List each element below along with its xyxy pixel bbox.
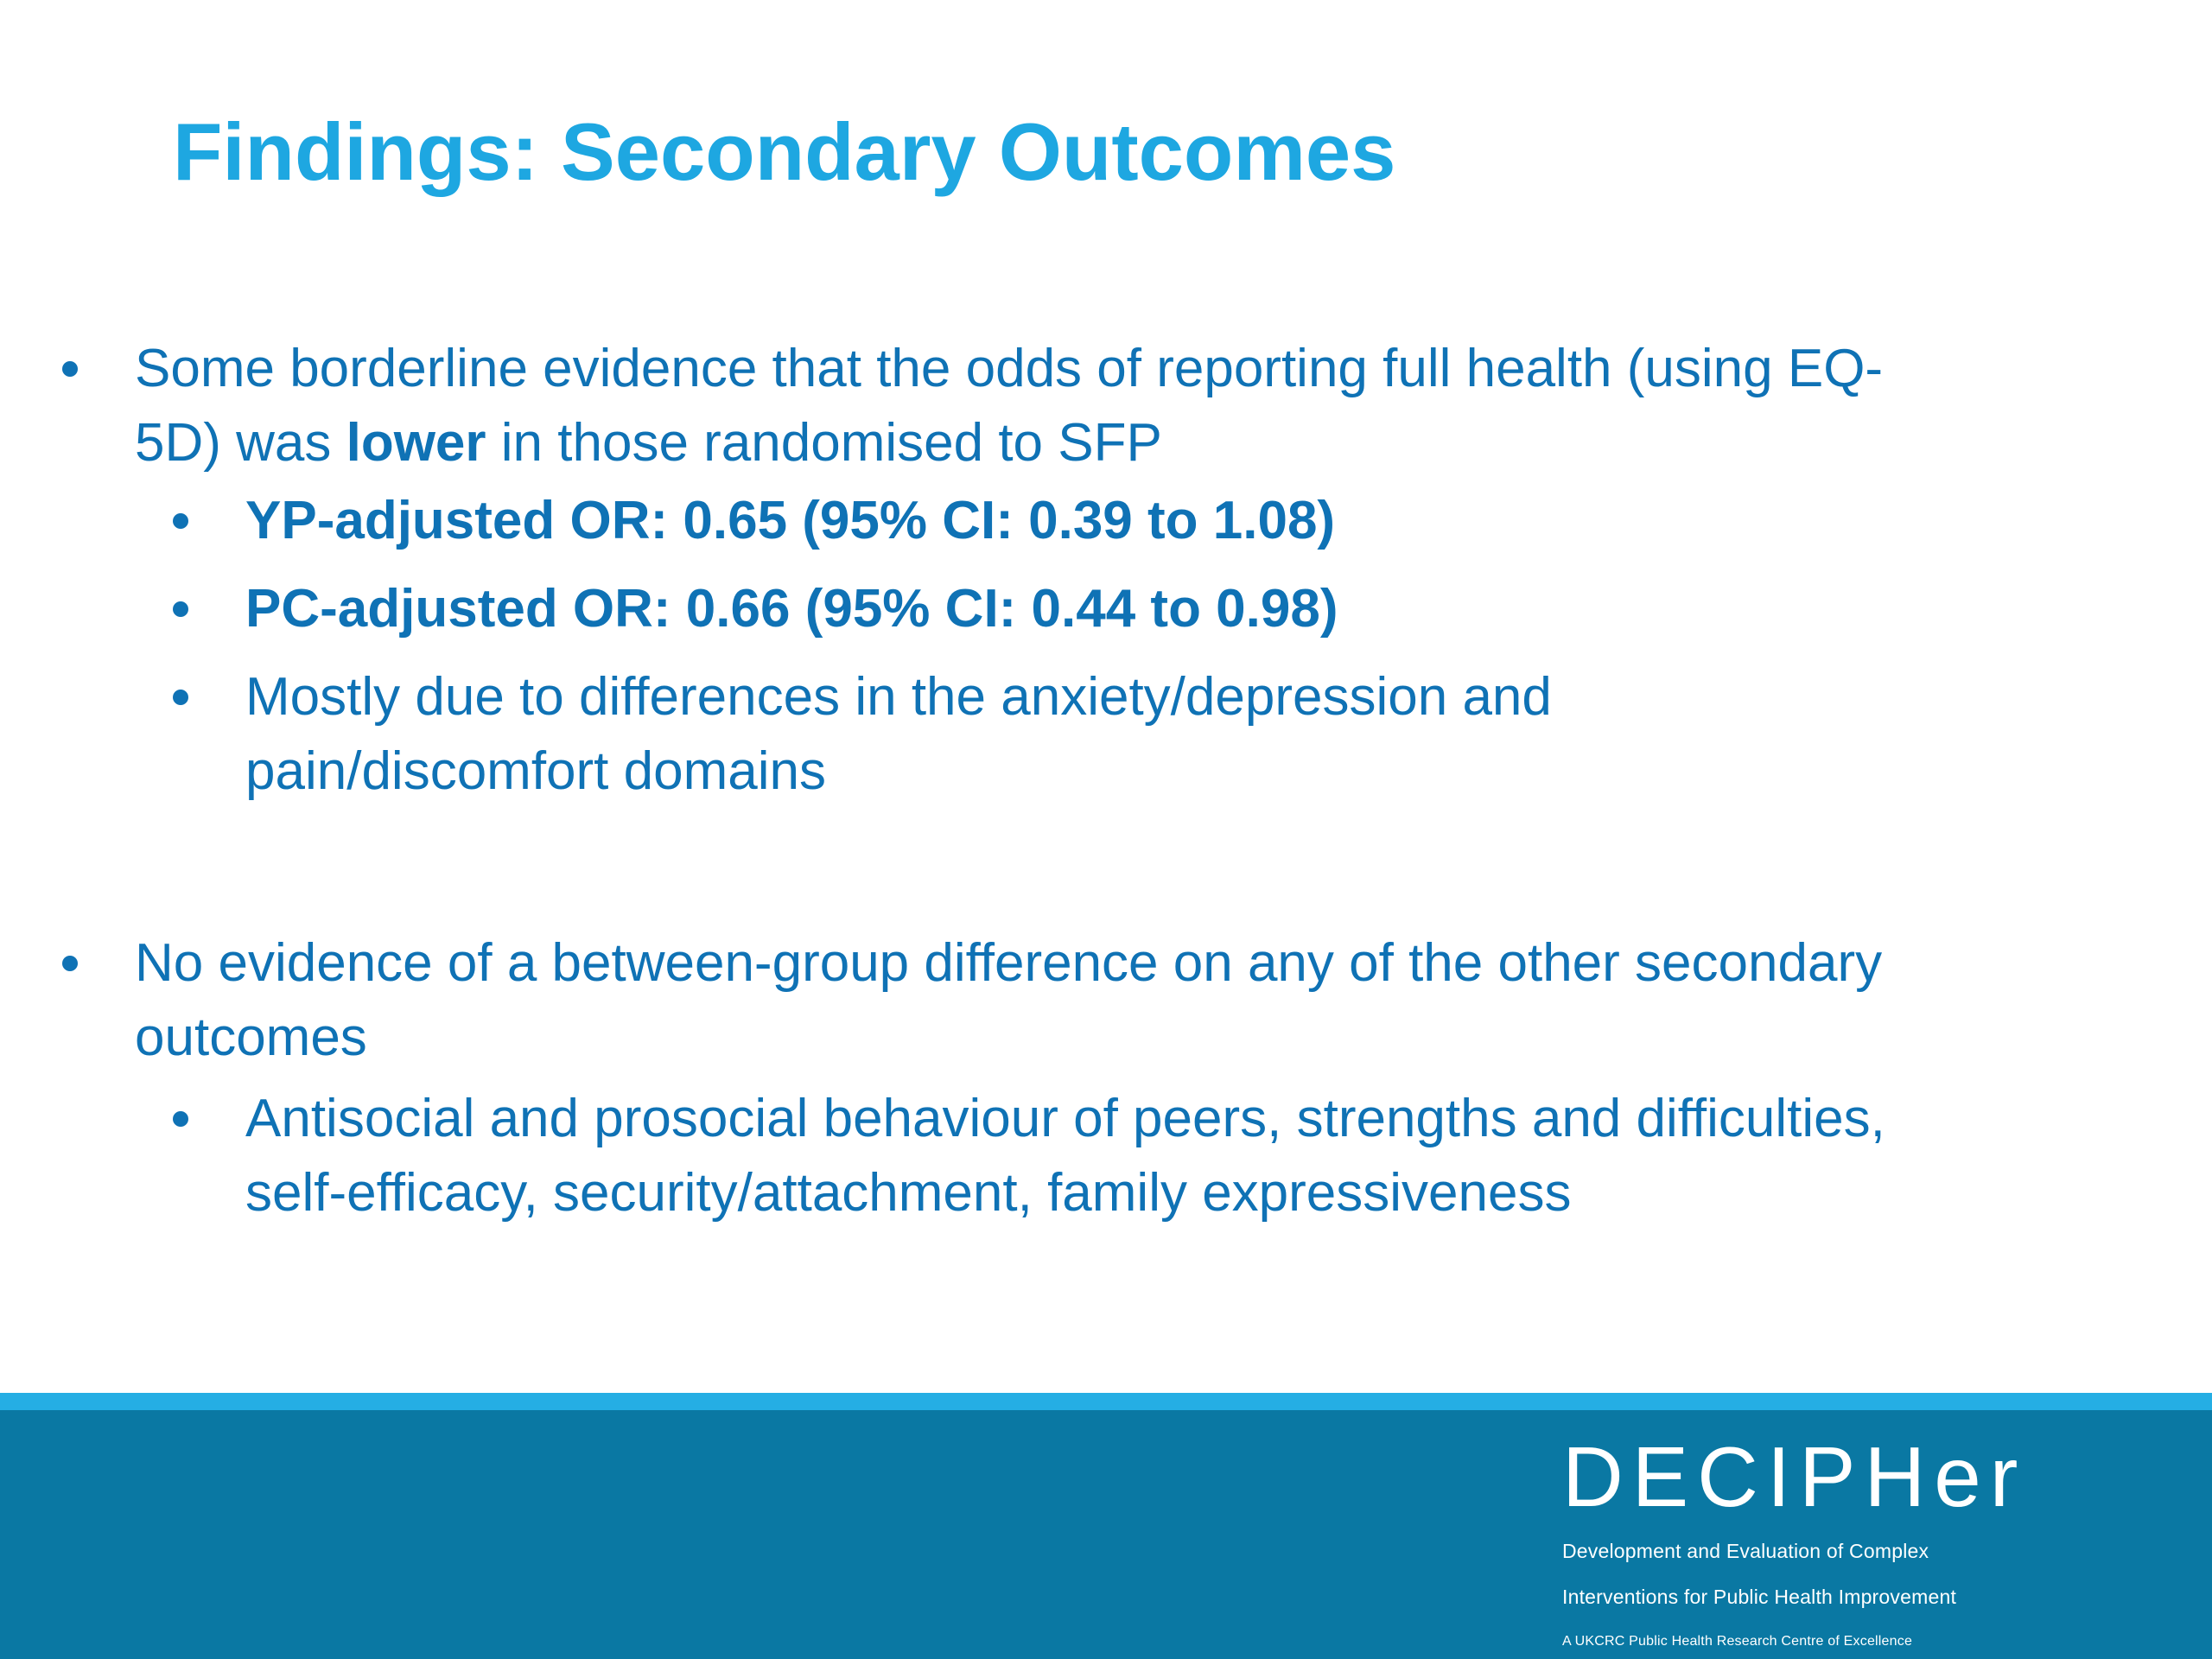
bullet-dot-icon xyxy=(173,601,188,617)
bullet-text xyxy=(135,332,2053,480)
logo-wordmark: DECIPHer xyxy=(1562,1429,2027,1524)
sub-bullet-text: YP-adjusted OR: 0.65 (95% CI: 0.39 to 1.08) xyxy=(245,491,1336,550)
sub-bullet-item xyxy=(245,484,1974,558)
sub-bullet-text-line: Antisocial and prosocial behaviour of peers, strengths and difficulties, xyxy=(245,1089,1885,1148)
sub-bullet-text-line: self-efficacy, security/attachment, family expressiveness xyxy=(245,1163,1572,1223)
bullet-item xyxy=(135,926,2053,1075)
logo-tagline-3: A UKCRC Public Health Research Centre of Excellence xyxy=(1562,1634,1913,1649)
bullet-text-emphasis: lower xyxy=(346,413,486,473)
bullet-text-line: Some borderline evidence that the odds of reporting full health (using EQ- xyxy=(135,339,1884,398)
sub-bullet-item xyxy=(245,572,1974,646)
bullet-text-line: No evidence of a between-group difference on any of the other secondary xyxy=(135,933,1883,993)
bullet-item xyxy=(135,332,2053,480)
sub-bullet-text-line: Mostly due to differences in the anxiety/depression and xyxy=(245,667,1552,727)
bullet-dot-icon xyxy=(173,690,188,705)
decipher-logo xyxy=(1562,1429,2027,1654)
bullet-text-segment: 5D) was xyxy=(135,413,346,473)
sub-bullet-text: PC-adjusted OR: 0.66 (95% CI: 0.44 to 0.98) xyxy=(245,579,1338,639)
logo-tagline-2: Interventions for Public Health Improvement xyxy=(1562,1586,1957,1608)
bullet-dot-icon xyxy=(62,956,78,971)
bullet-dot-icon xyxy=(173,1111,188,1127)
slide-title: Findings: Secondary Outcomes xyxy=(173,106,1396,197)
bullet-text-line: outcomes xyxy=(135,1007,367,1067)
footer-accent-strip xyxy=(0,1393,2212,1410)
bullet-dot-icon xyxy=(62,361,78,377)
bullet-text-segment: in those randomised to SFP xyxy=(486,413,1162,473)
logo-tagline-1: Development and Evaluation of Complex xyxy=(1562,1540,1929,1562)
sub-bullet-item xyxy=(245,660,1974,809)
sub-bullet-item xyxy=(245,1082,2060,1230)
bullet-dot-icon xyxy=(173,513,188,529)
sub-bullet-text-line: pain/discomfort domains xyxy=(245,741,826,801)
